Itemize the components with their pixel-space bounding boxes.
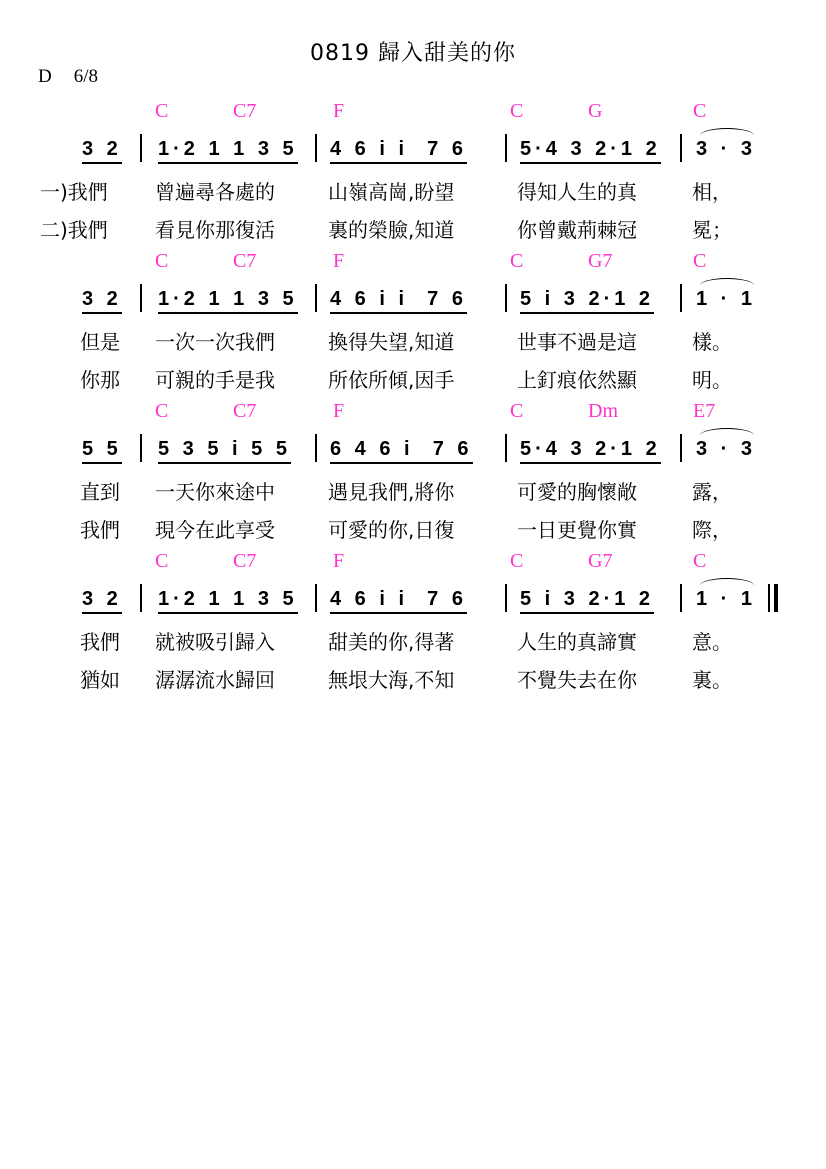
- chord-symbol: C7: [233, 250, 257, 272]
- lyric-phrase: 二)我們: [40, 218, 108, 242]
- bar-line: [140, 434, 142, 462]
- measure: 5·4 3 2·1 2: [520, 138, 661, 164]
- measure: 5 3 5 i 5 5: [158, 438, 291, 464]
- bar-line: [140, 584, 142, 612]
- lyric-phrase: 可愛的你,日復: [328, 518, 455, 542]
- lyric-phrase: 人生的真諦實: [517, 630, 637, 654]
- lyric-phrase: 但是: [80, 330, 120, 354]
- lyric-phrase: 無垠大海,不知: [328, 668, 455, 692]
- tie-arc: [700, 278, 754, 293]
- chord-symbol: F: [333, 400, 345, 422]
- measure: 5 i 3 2·1 2: [520, 288, 654, 314]
- measure: 4 6 i i 7 6: [330, 138, 467, 164]
- lyric-phrase: 世事不過是這: [517, 330, 637, 354]
- chord-symbol: C: [510, 250, 524, 272]
- measure: 3 · 3: [696, 138, 757, 160]
- bar-line: [680, 284, 682, 312]
- lyric-phrase: 所依所傾,因手: [328, 368, 455, 392]
- chord-symbol: C: [693, 250, 707, 272]
- lyric-phrase: 裏的榮臉,知道: [328, 218, 455, 242]
- verse1-lyrics-row: [0, 476, 826, 504]
- chord-symbol: C: [155, 250, 169, 272]
- chord-symbol: G7: [588, 250, 613, 272]
- lyric-phrase: 山嶺高崗,盼望: [328, 180, 455, 204]
- chord-symbol: F: [333, 550, 345, 572]
- bar-line: [505, 134, 507, 162]
- verse2-lyrics-row: [0, 514, 826, 542]
- chord-symbol: C: [510, 100, 524, 122]
- measure: 1·2 1 1 3 5: [158, 588, 298, 614]
- chord-row: [0, 250, 826, 276]
- measure: 5·4 3 2·1 2: [520, 438, 661, 464]
- bar-line: [315, 284, 317, 312]
- verse2-lyrics-row: [0, 214, 826, 242]
- lyric-phrase: 裏。: [692, 668, 732, 692]
- lyric-phrase: 甜美的你,得著: [328, 630, 455, 654]
- lyric-phrase: 就被吸引歸入: [155, 630, 275, 654]
- measure: 1 · 1: [696, 288, 757, 310]
- chord-symbol: C: [510, 550, 524, 572]
- measure: 5 i 3 2·1 2: [520, 588, 654, 614]
- verse1-lyrics-row: [0, 626, 826, 654]
- bar-line: [505, 434, 507, 462]
- measure: 6 4 6 i 7 6: [330, 438, 473, 464]
- chord-row: [0, 550, 826, 576]
- lyric-phrase: 你曾戴荊棘冠: [517, 218, 637, 242]
- lyric-phrase: 一次一次我們: [155, 330, 275, 354]
- measure: 1·2 1 1 3 5: [158, 138, 298, 164]
- lyric-phrase: 猶如: [80, 668, 120, 692]
- lyric-phrase: 換得失望,知道: [328, 330, 455, 354]
- verse2-lyrics-row: [0, 664, 826, 692]
- lyric-phrase: 得知人生的真: [517, 180, 637, 204]
- lyric-phrase: 相，: [692, 180, 732, 204]
- lyric-phrase: 我們: [80, 518, 120, 542]
- final-bar-thick: [774, 584, 778, 612]
- lyric-phrase: 冕；: [692, 218, 732, 242]
- measure: 4 6 i i 7 6: [330, 588, 467, 614]
- lyric-phrase: 曾遍尋各處的: [155, 180, 275, 204]
- notation-row: [0, 588, 826, 628]
- bar-line: [680, 584, 682, 612]
- measure: 3 2: [82, 588, 122, 614]
- measure: 1·2 1 1 3 5: [158, 288, 298, 314]
- notation-row: [0, 138, 826, 178]
- chord-symbol: C: [693, 550, 707, 572]
- tie-arc: [700, 578, 754, 593]
- bar-line: [315, 434, 317, 462]
- chord-symbol: C: [510, 400, 524, 422]
- key-label: D: [38, 66, 52, 87]
- chord-symbol: F: [333, 100, 345, 122]
- bar-line: [315, 134, 317, 162]
- bar-line: [140, 134, 142, 162]
- lyric-phrase: 直到: [80, 480, 120, 504]
- chord-symbol: G7: [588, 550, 613, 572]
- bar-line: [680, 134, 682, 162]
- chord-symbol: C7: [233, 400, 257, 422]
- lyric-phrase: 一日更覺你實: [517, 518, 637, 542]
- tie-arc: [700, 128, 754, 143]
- chord-symbol: C: [693, 100, 707, 122]
- lyric-phrase: 我們: [80, 630, 120, 654]
- verse2-lyrics-row: [0, 364, 826, 392]
- chord-symbol: E7: [693, 400, 716, 422]
- final-bar-thin: [768, 584, 770, 612]
- verse1-lyrics-row: [0, 176, 826, 204]
- lyric-phrase: 一天你來途中: [155, 480, 275, 504]
- measure: 1 · 1: [696, 588, 757, 610]
- chord-symbol: G: [588, 100, 603, 122]
- lyric-phrase: 看見你那復活: [155, 218, 275, 242]
- lyric-phrase: 可親的手是我: [155, 368, 275, 392]
- chord-row: [0, 400, 826, 426]
- lyric-phrase: 意。: [692, 630, 732, 654]
- lyric-phrase: 可愛的胸懷敞: [517, 480, 637, 504]
- lyric-phrase: 上釘痕依然顯: [517, 368, 637, 392]
- bar-line: [140, 284, 142, 312]
- lyric-phrase: 露，: [692, 480, 732, 504]
- measure: 3 · 3: [696, 438, 757, 460]
- chord-symbol: C: [155, 550, 169, 572]
- lyric-phrase: 際，: [692, 518, 732, 542]
- bar-line: [315, 584, 317, 612]
- time-signature: 6/8: [73, 66, 99, 87]
- chord-symbol: C: [155, 400, 169, 422]
- measure: 5 5: [82, 438, 122, 464]
- bar-line: [505, 584, 507, 612]
- lyric-phrase: 一)我們: [40, 180, 108, 204]
- tie-arc: [700, 428, 754, 443]
- chord-symbol: C: [155, 100, 169, 122]
- lyric-phrase: 潺潺流水歸回: [155, 668, 275, 692]
- chord-row: [0, 100, 826, 126]
- measure: 3 2: [82, 138, 122, 164]
- chord-symbol: F: [333, 250, 345, 272]
- notation-row: [0, 288, 826, 328]
- measure: 4 6 i i 7 6: [330, 288, 467, 314]
- measure: 3 2: [82, 288, 122, 314]
- verse1-lyrics-row: [0, 326, 826, 354]
- bar-line: [505, 284, 507, 312]
- lyric-phrase: 不覺失去在你: [517, 668, 637, 692]
- lyric-phrase: 你那: [80, 368, 120, 392]
- lyric-phrase: 樣。: [692, 330, 732, 354]
- bar-line: [680, 434, 682, 462]
- lyric-phrase: 遇見我們,將你: [328, 480, 455, 504]
- lyric-phrase: 明。: [692, 368, 732, 392]
- chord-symbol: C7: [233, 550, 257, 572]
- key-signature: [38, 66, 98, 88]
- song-title: 0819 歸入甜美的你: [310, 41, 516, 66]
- chord-symbol: Dm: [588, 400, 618, 422]
- chord-symbol: C7: [233, 100, 257, 122]
- notation-row: [0, 438, 826, 478]
- lyric-phrase: 現今在此享受: [155, 518, 275, 542]
